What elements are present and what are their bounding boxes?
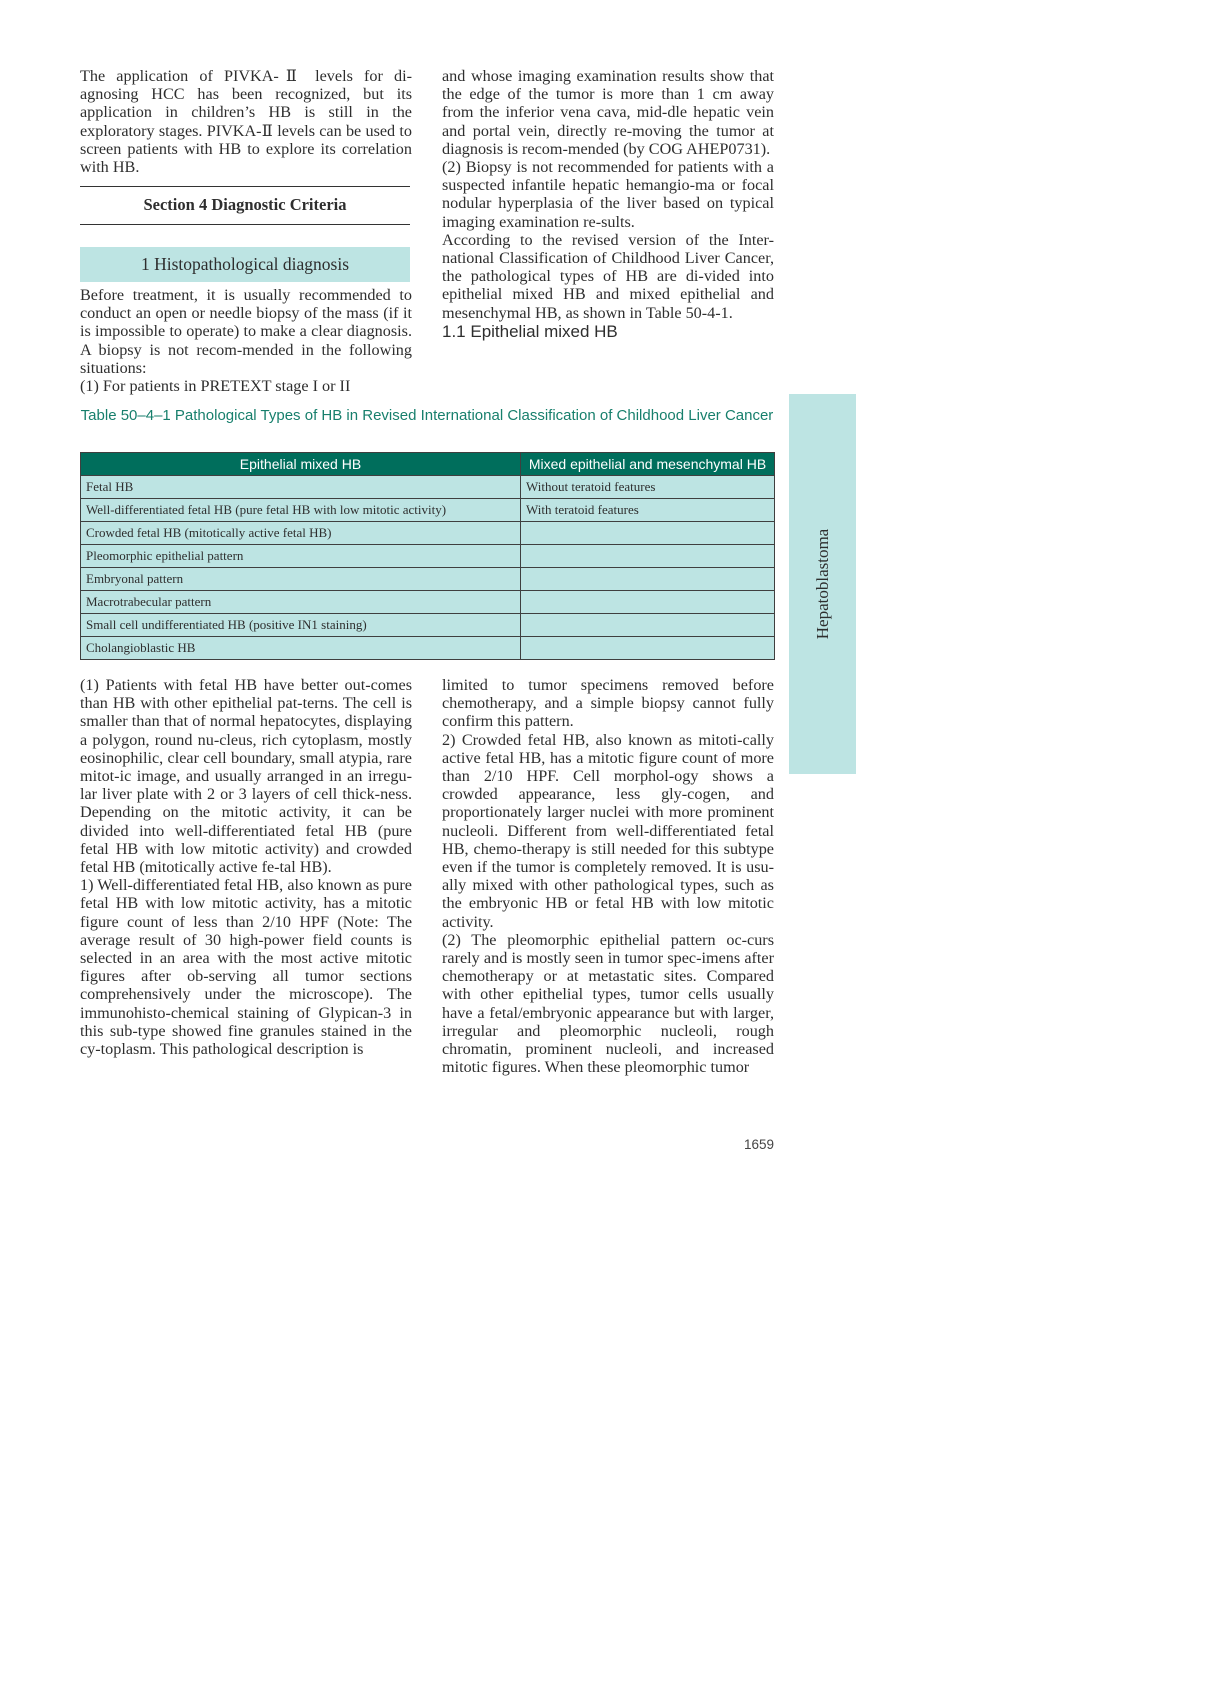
- table-row: [81, 522, 775, 545]
- paragraph: (1) Patients with fetal HB have better out-comes than HB with other epithelial pat-terns. The cell is smaller than that of normal hepatocytes, displaying a polygon, round nu-cleus, rich cytoplasm, mostly eosinophilic, clear cell boundary, small atypia, rare mitot-ic image, and usually arranged in an irregu-lar liver plate with 2 or 3 layers of cell thick-ness. Depending on the mitotic activity, it can be divided into well-differentiated fetal HB (pure fetal HB with low mitotic activity) and crowded fetal HB (mitotically active fe-tal HB).: [80, 676, 412, 877]
- divider: [80, 224, 410, 225]
- subsection-heading: 1.1 Epithelial mixed HB: [442, 321, 618, 341]
- table-cell: [521, 545, 775, 568]
- bottom-right-column: [442, 676, 774, 1076]
- paragraph: Before treatment, it is usually recommended to conduct an open or needle biopsy of the mass (if it is impossible to operate) to make a clear diagnosis. A biopsy is not recom-mended in the following situations:: [80, 286, 412, 377]
- paragraph: (2) Biopsy is not recommended for patients with a suspected infantile hepatic hemangio-ma or focal nodular hyperplasia of the liver based on typical imaging examination re-sults.: [442, 158, 774, 231]
- table-row: [81, 568, 775, 591]
- table-cell: Macrotrabecular pattern: [81, 591, 521, 614]
- table-cell: Crowded fetal HB (mitotically active fetal HB): [81, 522, 521, 545]
- table-row: [81, 545, 775, 568]
- table-cell: [521, 591, 775, 614]
- table-row: [81, 476, 775, 499]
- section-heading-block: [80, 186, 410, 225]
- top-left-column: [80, 67, 412, 176]
- subheading-histopathological: 1 Histopathological diagnosis: [80, 247, 410, 282]
- paragraph: and whose imaging examination results show that the edge of the tumor is more than 1 cm away from the inferior vena cava, mid-dle hepatic vein and portal vein, directly re-moving the tumor at diagnosis is recom-mended (by COG AHEP0731).: [442, 67, 774, 158]
- paragraph: 2) Crowded fetal HB, also known as mitoti-cally active fetal HB, has a mitotic figure count of more than 2/10 HPF. Cell morphol-ogy shows a crowded appearance, less gly-cogen, and proportionately larger nuclei with more prominent nucleoli. Different from well-differentiated fetal HB, chemo-therapy is still needed for this subtype even if the tumor is completely removed. It is usu-ally mixed with other pathological types, such as the embryonic HB or fetal HB with low mitotic activity.: [442, 730, 774, 931]
- page-number: 1659: [743, 1137, 774, 1152]
- table-cell: Embryonal pattern: [81, 568, 521, 591]
- paragraph: The application of PIVKA-Ⅱ levels for di-agnosing HCC has been recognized, but its application in children’s HB is still in the exploratory stages. PIVKA-Ⅱ levels can be used to screen patients with HB to explore its correlation with HB.: [80, 67, 412, 177]
- table-header-row: [81, 453, 775, 476]
- section-title: Section 4 Diagnostic Criteria: [143, 195, 347, 214]
- table-cell: [521, 614, 775, 637]
- table-cell: With teratoid features: [521, 499, 775, 522]
- table-cell: Pleomorphic epithelial pattern: [81, 545, 521, 568]
- paragraph: (1) For patients in PRETEXT stage I or II: [80, 377, 351, 396]
- paragraph: limited to tumor specimens removed before chemotherapy, and a simple biopsy cannot fully confirm this pattern.: [442, 676, 774, 731]
- paragraph: According to the revised version of the Inter-national Classification of Childhood Liver Cancer, the pathological types of HB are di-vided into epithelial mixed HB and mixed epithelial and mesenchymal HB, as shown in Table 50-4-1.: [442, 230, 774, 322]
- table-cell: Fetal HB: [81, 476, 521, 499]
- table-cell: Well-differentiated fetal HB (pure fetal HB with low mitotic activity): [81, 499, 521, 522]
- paragraph: (2) The pleomorphic epithelial pattern oc-curs rarely and is mostly seen in tumor spec-imens after chemotherapy or at metastatic sites. Compared with other epithelial types, tumor cells usually have a fetal/embryonic appearance but with larger, irregular and pleomorphic nucleoli, rough chromatin, prominent nucleoli, and increased mitotic figures. When these pleomorphic tumor: [442, 930, 774, 1077]
- top-right-column: [442, 67, 774, 342]
- table-row: [81, 499, 775, 522]
- column-header: Epithelial mixed HB: [81, 453, 521, 476]
- table-cell: [521, 637, 775, 660]
- paragraph: 1) Well-differentiated fetal HB, also known as pure fetal HB with low mitotic activity, has a mitotic figure count of less than 2/10 HPF (Note: The average result of 30 high-power field counts is selected in an area with the most active mitotic figures after ob-serving all tumor sections comprehensively under the microscope). The immunohisto-chemical staining of Glypican-3 in this sub-type showed fine granules stained in the cy-toplasm. This pathological description is: [80, 876, 412, 1059]
- table-row: [81, 591, 775, 614]
- table-row: [81, 614, 775, 637]
- side-tab-label: Hepatoblastoma: [812, 528, 832, 640]
- table-cell: [521, 568, 775, 591]
- table-cell: Cholangioblastic HB: [81, 637, 521, 660]
- chapter-side-tab: [789, 394, 856, 774]
- table-cell: Small cell undifferentiated HB (positive IN1 staining): [81, 614, 521, 637]
- table-cell: [521, 522, 775, 545]
- bottom-left-column: [80, 676, 412, 1058]
- table-cell: Without teratoid features: [521, 476, 775, 499]
- pathology-table: [80, 452, 775, 660]
- mid-left-column: [80, 286, 412, 395]
- table-row: [81, 637, 775, 660]
- column-header: Mixed epithelial and mesenchymal HB: [521, 453, 775, 476]
- table-caption: Table 50–4–1 Pathological Types of HB in Revised International Classification of Childhood Liver Cancer: [80, 407, 774, 424]
